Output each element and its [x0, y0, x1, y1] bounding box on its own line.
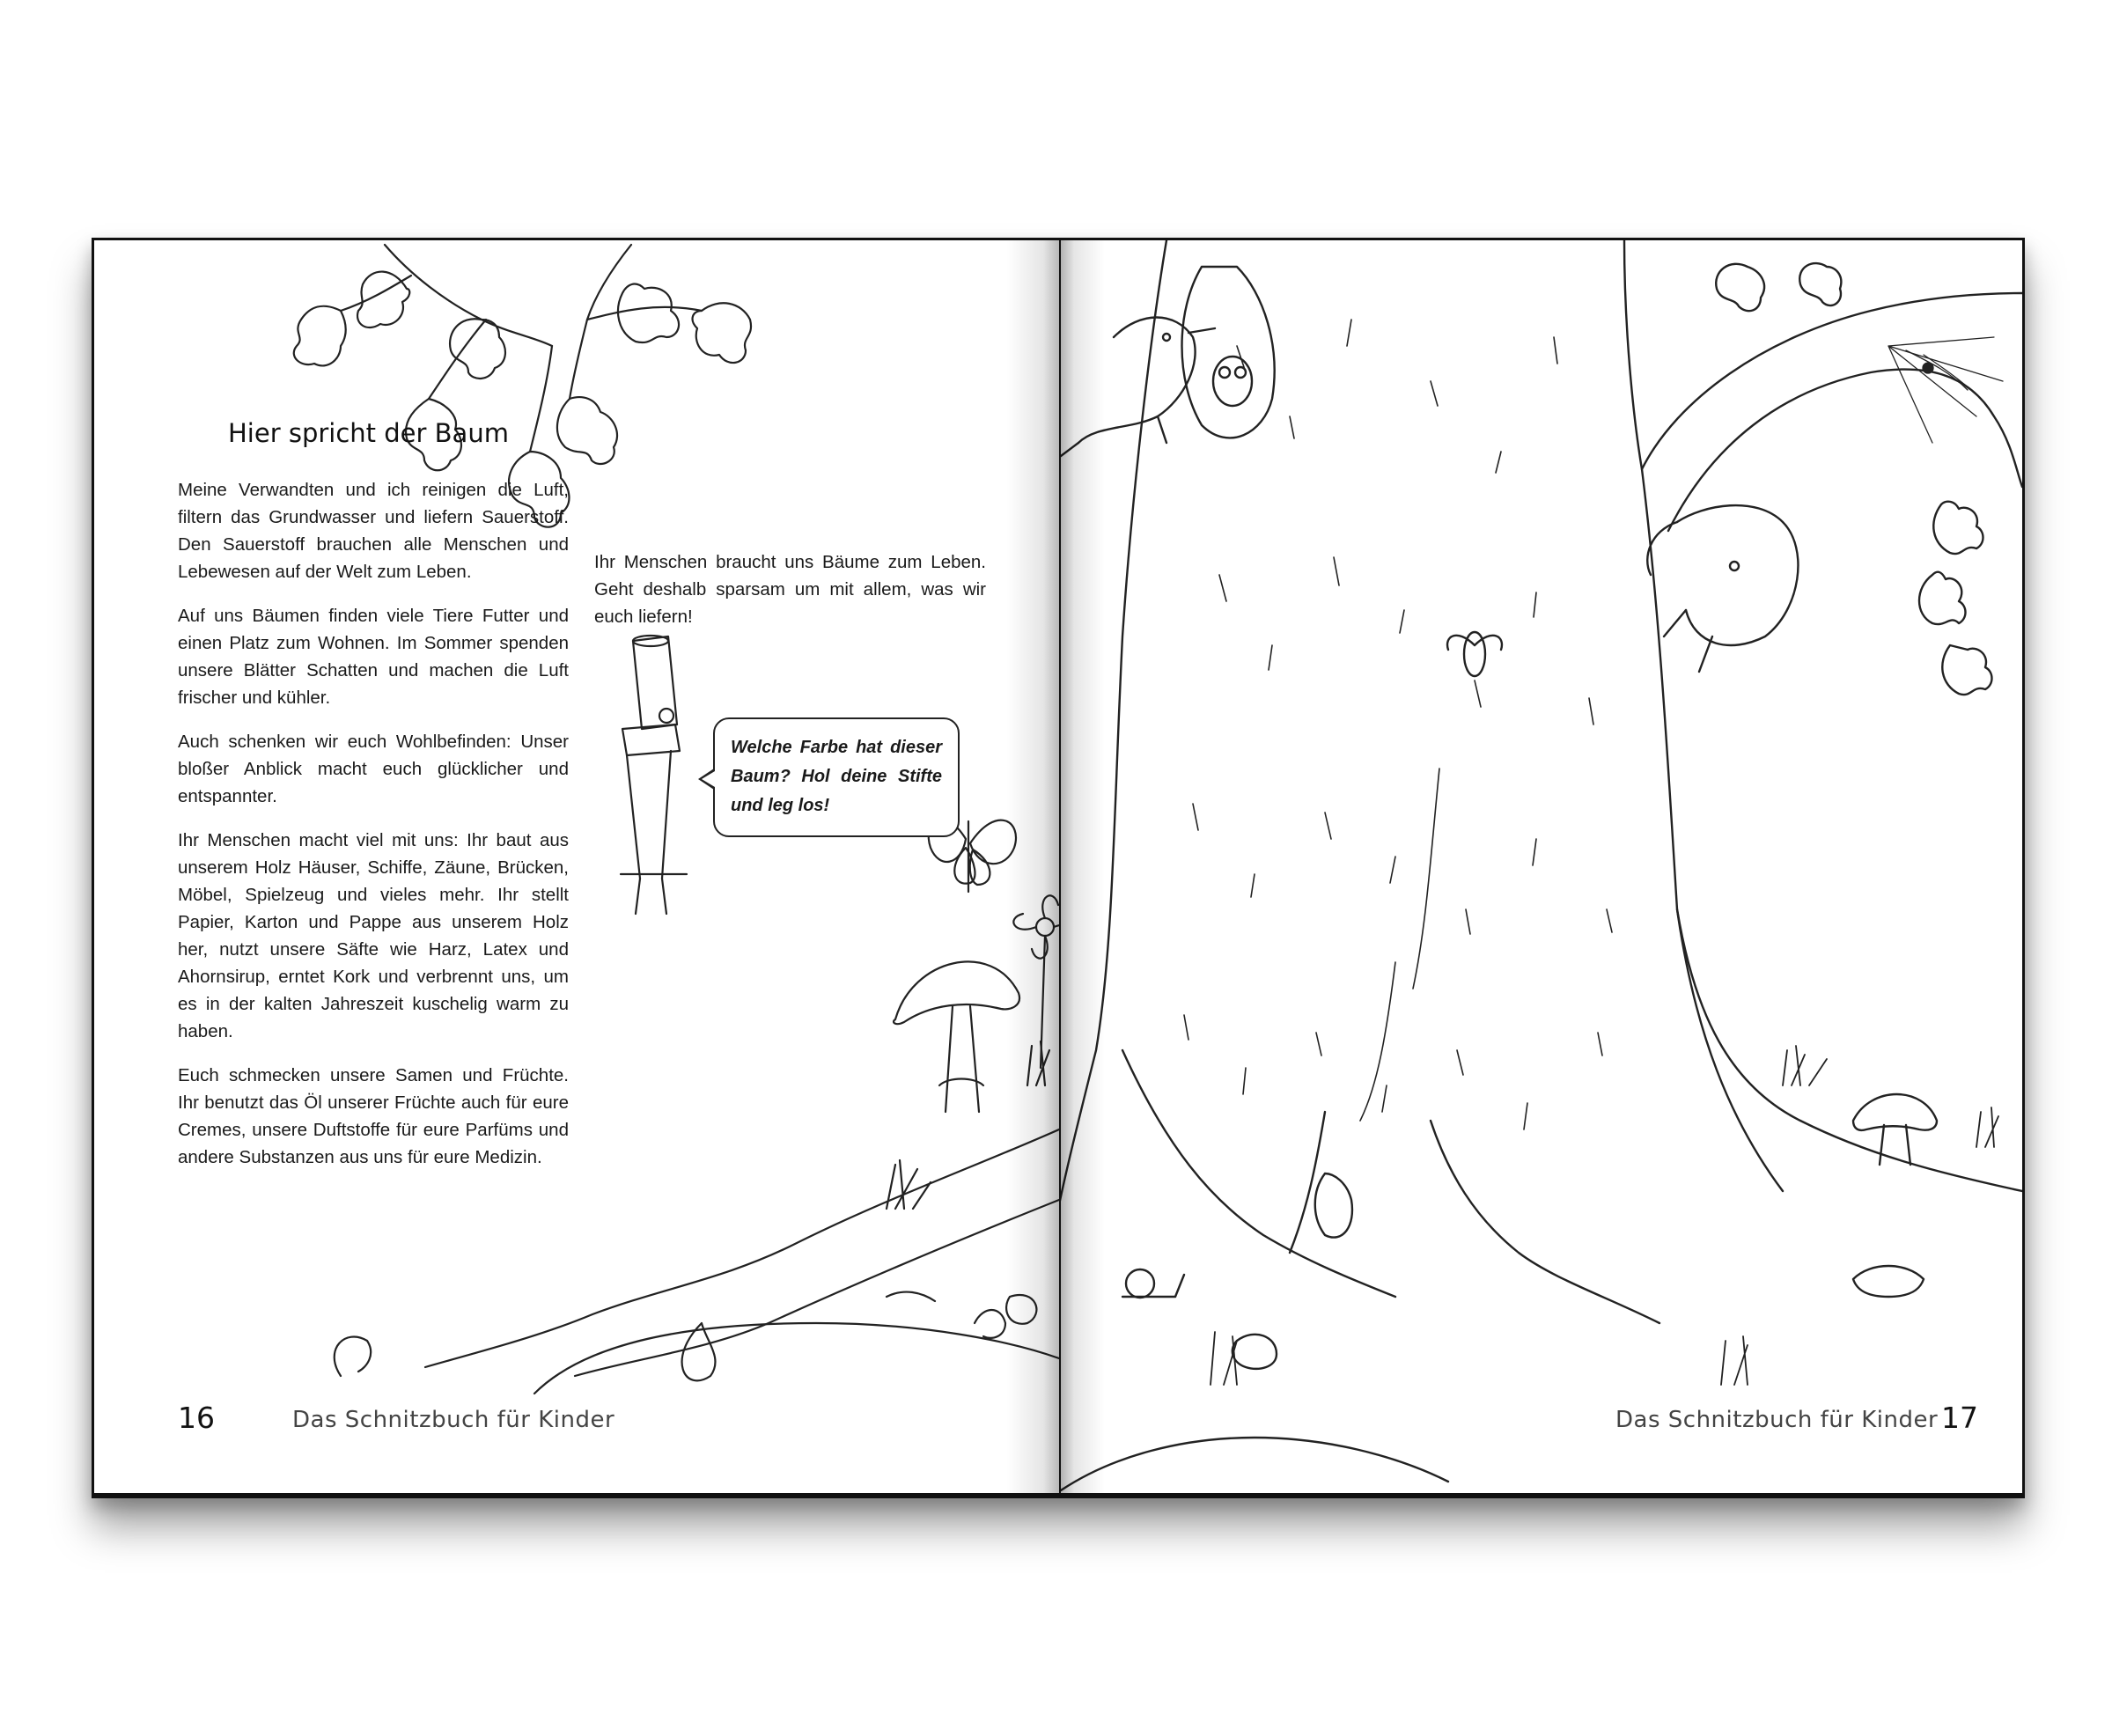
left-page [94, 240, 1059, 1493]
insect-illustration [1447, 632, 1502, 676]
footer-book-title-right: Das Schnitzbuch für Kinder [1615, 1407, 1939, 1433]
spider-web-illustration [1888, 337, 2003, 443]
paragraph: Ihr Menschen macht viel mit uns: Ihr baut aus unserem Holz Häuser, Schiffe, Zäune, Brücken, Möbel, Spielzeug und vieles mehr. Ihr stellt Papier, Karton und Pappe aus unserem Holz her, nutzt unsere Säfte wie Harz, Latex und Ahornsirup, erntet Kork und verbrennt uns, um es in der kalten Jahreszeit kuschelig warm zu haben. [178, 830, 569, 1041]
open-book [92, 238, 2025, 1498]
mushroom-illustration [894, 961, 1019, 1112]
paragraph: Auf uns Bäumen finden viele Tiere Futter und einen Platz zum Wohnen. Im Sommer spenden unsere Blätter Schatten und machen die Luft frischer und kühler. [178, 606, 569, 708]
woodpecker-illustration [1061, 318, 1215, 457]
owl-illustration [1213, 357, 1252, 406]
speech-bubble: Welche Farbe hat dieser Baum? Hol deine Stifte und leg los! [713, 717, 960, 837]
right-page [1061, 240, 2022, 1493]
snail-illustration [1122, 1269, 1184, 1298]
main-text-column [178, 476, 569, 1188]
side-text: Ihr Menschen braucht uns Bäume zum Leben. Geht deshalb sparsam um mit allem, was wir euch liefern! [594, 552, 986, 627]
squirrel-illustration [1647, 505, 1798, 672]
flower-illustration [1013, 895, 1059, 1068]
wooden-figure-illustration [621, 636, 687, 914]
oak-leaves-right [1233, 263, 1992, 1369]
tree-trunk-illustration [1061, 240, 2022, 1493]
speech-bubble-tail-inner [702, 771, 715, 787]
paragraph: Meine Verwandten und ich reinigen die Luft, filtern das Grundwasser und liefern Sauerstoff. Den Sauerstoff brauchen alle Menschen und Lebewesen auf der Welt zum Leben. [178, 480, 569, 582]
paragraph: Euch schmecken unsere Samen und Früchte. Ihr benutzt das Öl unserer Früchte auch für eure Cremes, unsere Duftstoffe für eure Parfüms und andere Substanzen aus uns für eure Medizin. [178, 1065, 569, 1167]
page-heading: Hier spricht der Baum [228, 418, 509, 448]
paragraph: Auch schenken wir euch Wohlbefinden: Unser bloßer Anblick macht euch glücklicher und entspannter. [178, 732, 569, 806]
grass-illustration [887, 1041, 1049, 1209]
mushroom-right-illustration [1853, 1094, 1937, 1165]
page-number-right: 17 [1941, 1401, 1978, 1435]
page-number-left: 16 [178, 1401, 215, 1435]
footer-book-title-left: Das Schnitzbuch für Kinder [292, 1407, 615, 1433]
